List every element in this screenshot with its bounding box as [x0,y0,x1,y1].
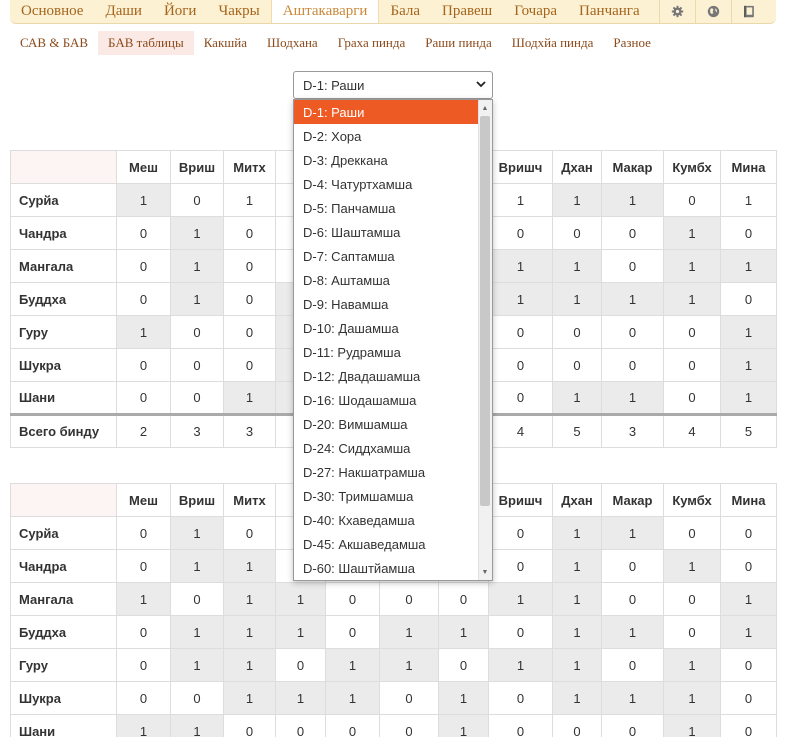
dropdown-scrollbar[interactable] [478,100,492,580]
table-cell: 1 [171,517,224,550]
table-cell: 1 [721,316,777,349]
table-cell: 1 [326,682,380,715]
table-cell: 1 [224,616,276,649]
table-cell: 1 [224,583,276,616]
table-cell: 1 [117,316,171,349]
varga-option[interactable]: D-11: Рудрамша [303,345,401,360]
varga-option[interactable]: D-7: Саптамша [303,249,395,264]
table-cell: 1 [171,283,224,316]
varga-option[interactable]: D-4: Чатуртхамша [303,177,413,192]
table-cell: 0 [224,715,276,737]
table-cell: 1 [553,616,602,649]
table-cell: 0 [721,550,777,583]
varga-option[interactable]: D-24: Сиддхамша [303,441,411,456]
subtab-kakshya[interactable]: Какшйа [203,35,248,50]
varga-option[interactable]: D-60: Шаштйамша [303,561,416,576]
col-header: Меш [117,484,171,517]
col-header: Мина [721,151,777,184]
table-cell: 4 [489,415,553,448]
varga-option[interactable]: D-30: Тримшамша [303,489,414,504]
table-cell: 0 [117,283,171,316]
table-cell: 1 [602,382,664,415]
row-label: Мангала [11,583,117,616]
row-label: Всего бинду [11,415,117,448]
table-row [11,649,777,682]
table-cell: 0 [664,316,721,349]
table-cell: 1 [224,682,276,715]
table-cell: 1 [224,184,276,217]
scroll-up-icon[interactable]: ▲ [481,104,489,112]
table-cell: 0 [664,517,721,550]
table-cell: 0 [117,649,171,682]
row-label: Буддха [11,616,117,649]
varga-option[interactable]: D-5: Панчамша [303,201,396,216]
table-cell: 1 [489,250,553,283]
table-cell: 0 [553,715,602,737]
varga-option[interactable]: D-16: Шодашамша [303,393,417,408]
tab-yogi[interactable]: Йоги [163,3,197,19]
table-cell: 1 [721,583,777,616]
table-cell: 0 [664,184,721,217]
table-cell: 1 [602,283,664,316]
table-cell: 0 [489,517,553,550]
subtab-sav-bav[interactable]: САВ & БАВ [20,35,89,50]
table-cell: 1 [553,583,602,616]
varga-option[interactable]: D-20: Вимшамша [303,417,408,432]
table-cell: 1 [721,250,777,283]
table-corner [11,151,117,184]
varga-option[interactable]: D-9: Навамша [303,297,389,312]
row-label: Шукра [11,682,117,715]
table-cell: 1 [171,550,224,583]
table-cell: 0 [117,250,171,283]
tab-bala[interactable]: Бала [390,3,421,19]
varga-option[interactable]: D-8: Аштамша [303,273,390,288]
tab-osnovnoe[interactable]: Основное [21,3,84,19]
table-cell: 1 [664,649,721,682]
table-cell: 0 [117,550,171,583]
table-cell: 0 [224,250,276,283]
table-cell: 0 [721,217,777,250]
table-cell: 0 [326,583,380,616]
table-cell: 1 [664,217,721,250]
varga-dropdown-list [293,99,493,581]
row-label: Мангала [11,250,117,283]
gear-icon[interactable] [659,0,695,24]
table-cell: 1 [602,517,664,550]
table-cell: 1 [439,616,489,649]
varga-option[interactable]: D-45: Акшаведамша [303,537,426,552]
table-row [11,583,777,616]
col-header: Вришч [489,484,553,517]
table-cell: 0 [602,550,664,583]
table-cell: 1 [224,550,276,583]
row-label: Чандра [11,217,117,250]
col-header: Кумбх [664,151,721,184]
col-header: Вриш [171,484,224,517]
table-cell: 0 [224,283,276,316]
table-cell: 0 [489,715,553,737]
table-cell: 1 [553,250,602,283]
row-label: Чандра [11,550,117,583]
table-cell: 0 [721,517,777,550]
table-cell: 0 [721,649,777,682]
book-icon[interactable] [731,0,767,24]
row-label: Шани [11,382,117,415]
varga-select-value: D-1: Раши [303,78,365,93]
main-nav [10,0,776,24]
scroll-down-icon[interactable]: ▼ [481,568,489,576]
tab-pravesh[interactable]: Правеш [442,3,493,19]
table-cell: 0 [171,316,224,349]
table-cell: 1 [489,184,553,217]
table-cell: 1 [553,184,602,217]
table-cell: 0 [117,616,171,649]
table-cell: 1 [276,682,326,715]
table-cell: 0 [602,715,664,737]
table-row [11,682,777,715]
varga-option[interactable]: D-12: Двадашамша [303,369,421,384]
table-cell: 1 [602,682,664,715]
table-cell: 1 [171,715,224,737]
table-cell: 1 [117,583,171,616]
tab-ashtakavargi[interactable]: Аштакаварги [271,0,380,23]
table-cell: 1 [171,250,224,283]
table-cell: 0 [224,517,276,550]
table-cell: 1 [553,382,602,415]
table-cell: 0 [380,583,439,616]
table-cell: 1 [117,184,171,217]
subtab-raznoe[interactable]: Разное [613,35,651,50]
table-cell: 0 [602,583,664,616]
subtab-shodhya-pinda[interactable]: Шодхйа пинда [511,35,594,50]
table-row [11,616,777,649]
table-cell: 0 [117,382,171,415]
tab-dashi[interactable]: Даши [105,3,142,19]
table-cell: 1 [276,583,326,616]
table-cell: 0 [721,283,777,316]
row-label: Сурйа [11,517,117,550]
table-cell: 1 [439,715,489,737]
table-cell: 1 [553,682,602,715]
table-cell: 1 [602,616,664,649]
table-cell: 1 [489,583,553,616]
table-cell: 0 [117,217,171,250]
table-cell: 0 [489,550,553,583]
varga-option[interactable]: D-3: Дреккана [303,153,388,168]
table-cell: 1 [664,682,721,715]
table-cell: 0 [171,184,224,217]
col-header: Дхан [553,151,602,184]
col-header: Мина [721,484,777,517]
col-header: Макар [602,151,664,184]
row-label: Гуру [11,316,117,349]
table-cell: 5 [721,415,777,448]
table-cell: 1 [721,616,777,649]
table-cell: 1 [380,616,439,649]
subtab-graha-pinda[interactable]: Граха пинда [337,35,406,50]
col-header: Меш [117,151,171,184]
table-cell: 1 [171,217,224,250]
table-cell: 1 [721,184,777,217]
table-cell: 1 [553,550,602,583]
table-cell: 0 [664,349,721,382]
table-cell: 1 [276,616,326,649]
table-cell: 0 [489,316,553,349]
table-cell: 1 [326,649,380,682]
table-cell: 0 [489,349,553,382]
table-cell: 0 [489,682,553,715]
table-cell: 0 [171,682,224,715]
table-cell: 3 [171,415,224,448]
varga-option[interactable]: D-2: Хора [303,129,362,144]
table-cell: 1 [664,550,721,583]
table-cell: 0 [553,349,602,382]
table-cell: 0 [489,217,553,250]
col-header: Кумбх [664,484,721,517]
sub-nav [10,31,661,55]
table-cell: 1 [171,649,224,682]
varga-select[interactable] [293,71,493,99]
col-header: Макар [602,484,664,517]
table-cell: 0 [380,715,439,737]
table-cell: 3 [602,415,664,448]
table-cell: 0 [380,682,439,715]
table-cell: 0 [553,316,602,349]
table-cell: 0 [326,616,380,649]
table-cell: 0 [171,349,224,382]
table-cell: 1 [553,283,602,316]
table-cell: 0 [602,349,664,382]
table-cell: 0 [602,250,664,283]
row-label: Гуру [11,649,117,682]
table-cell: 1 [224,649,276,682]
table-cell: 0 [553,217,602,250]
col-header: Митх [224,484,276,517]
table-cell: 0 [439,583,489,616]
table-cell: 0 [117,349,171,382]
table-cell: 1 [553,517,602,550]
table-cell: 0 [664,382,721,415]
table-cell: 1 [602,184,664,217]
table-cell: 1 [553,649,602,682]
table-cell: 0 [664,616,721,649]
varga-option[interactable]: D-6: Шаштамша [303,225,401,240]
varga-option[interactable]: D-1: Раши [294,100,479,124]
col-header: Вришч [489,151,553,184]
tab-panchanga[interactable]: Панчанга [579,3,640,19]
table-cell: 1 [171,616,224,649]
table-cell: 5 [553,415,602,448]
tab-chakry[interactable]: Чакры [218,3,260,19]
varga-option[interactable]: D-40: Кхаведамша [303,513,415,528]
table-cell: 1 [721,349,777,382]
table-cell: 1 [489,649,553,682]
subtab-rashi-pinda[interactable]: Раши пинда [425,35,492,50]
table-cell: 0 [171,382,224,415]
table-cell: 0 [721,715,777,737]
subtab-shodhana[interactable]: Шодхана [267,35,318,50]
table-cell: 0 [171,583,224,616]
table-cell: 1 [664,283,721,316]
table-cell: 0 [602,316,664,349]
row-label: Шукра [11,349,117,382]
table-cell: 1 [721,382,777,415]
varga-option[interactable]: D-10: Дашамша [303,321,399,336]
table-cell: 1 [664,715,721,737]
table-cell: 0 [489,616,553,649]
table-cell: 1 [439,682,489,715]
table-cell: 1 [380,649,439,682]
table-cell: 1 [489,283,553,316]
table-cell: 0 [721,682,777,715]
row-label: Буддха [11,283,117,316]
table-cell: 0 [326,715,380,737]
table-cell: 0 [224,217,276,250]
col-header: Митх [224,151,276,184]
subtab-bav-tables[interactable]: БАВ таблицы [98,31,194,55]
varga-option[interactable]: D-27: Накшатрамша [303,465,426,480]
table-cell: 0 [117,682,171,715]
col-header: Вриш [171,151,224,184]
table-cell: 0 [224,316,276,349]
chevron-down-icon [476,79,486,89]
table-row [11,715,777,737]
table-cell: 1 [117,715,171,737]
table-cell: 1 [224,382,276,415]
table-cell: 0 [489,382,553,415]
table-cell: 4 [664,415,721,448]
table-cell: 3 [224,415,276,448]
table-cell: 1 [664,250,721,283]
table-cell: 2 [117,415,171,448]
table-cell: 0 [224,349,276,382]
col-header: Дхан [553,484,602,517]
table-cell: 0 [664,583,721,616]
table-corner [11,484,117,517]
row-label: Сурйа [11,184,117,217]
table-cell: 0 [276,649,326,682]
table-cell: 0 [602,217,664,250]
tab-gochara[interactable]: Гочара [514,3,558,19]
row-label: Шани [11,715,117,737]
scrollbar-thumb[interactable] [480,116,490,506]
table-cell: 0 [276,715,326,737]
globe-icon[interactable] [695,0,731,24]
table-cell: 0 [439,649,489,682]
table-cell: 0 [117,517,171,550]
table-cell: 0 [602,649,664,682]
